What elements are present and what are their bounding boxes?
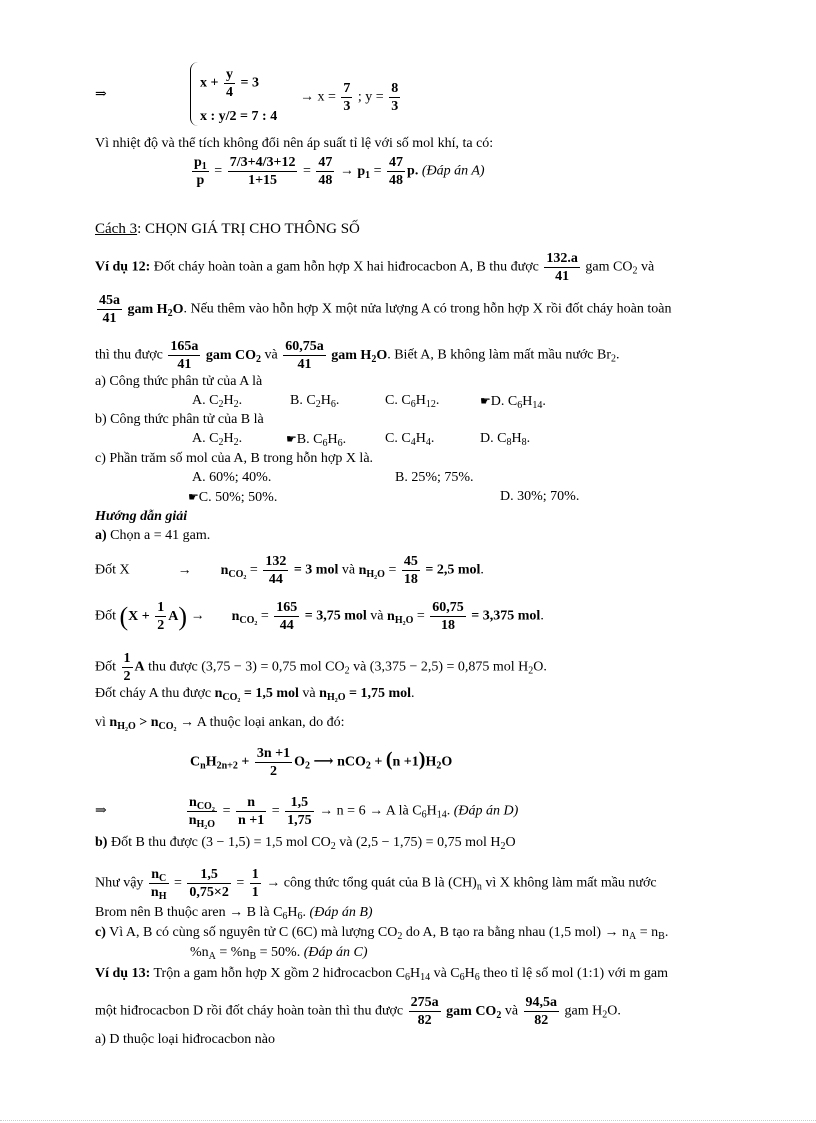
system-eq-2: x : y/2 = 7 : 4 xyxy=(200,109,278,124)
example-13-line-1: Ví dụ 13: Trộn a gam hỗn hợp X gồm 2 hiđrocacbon $C_6H_{14}$ và $C_6H_6$ theo tỉ lệ số mol (1:1) với m gam xyxy=(95,966,668,983)
burn-x-line: Đốt $X \to n_{CO_2}$ = $\frac{132}{44}$ = 3 mol và $n_{H_2O}$ = $\frac{45}{18}$ = 2,5 mol. xyxy=(95,554,484,587)
qa-option-a[interactable]: A. $C_2H_2$. xyxy=(192,393,243,410)
burn-b-line: b) Đốt B thu được (3 − 1,5) = 1,5 mol $CO_2$ và (2,5 − 1,75) = 0,75 mol $H_2O$ xyxy=(95,835,516,852)
qa-option-c[interactable]: C. $C_6H_{12}$. xyxy=(385,393,440,410)
pointing-hand-icon: ☛ xyxy=(480,394,491,408)
qa-option-d[interactable]: ☛D. $C_6H_{14}$. xyxy=(480,394,546,411)
example-13-line-2: một hiđrocacbon D rồi đốt cháy hoàn toàn thì thu được $\frac{275a}{82}$ gam $CO_2$ và $\frac{94,5a}{82}$ gam $H_2O$. xyxy=(95,995,621,1028)
qc-option-c[interactable]: ☛C. 50%; 50%. xyxy=(188,490,278,505)
ratio-line-a: ⇒ $\frac{n_{CO_2}}{n_{H_2O}}$ = $\frac{n}{n +1}$ = $\frac{1,5}{1,75}$ → n = 6 → A là $C_6H_{14}$. (Đáp án D) xyxy=(95,795,519,830)
qa-option-b[interactable]: B. $C_2H_6$. xyxy=(290,393,340,410)
burn-x-half-a-line: Đốt (X + $\frac{1}{2}$ $A) \to n_{CO_2}$ = $\frac{165}{44}$ = 3,75 mol và $n_{H_2O}$ = $\frac{60,75}{18}$ = 3,375 mol. xyxy=(95,600,544,633)
page-bottom-divider xyxy=(0,1120,816,1121)
implies-arrow: ⇒ xyxy=(95,87,107,102)
section-heading-cach3: Cách 3: CHỌN GIÁ TRỊ CHO THÔNG SỐ xyxy=(95,221,360,237)
combustion-equation: $C_nH_{2n+2}$ + $\frac{3n +1}{2}$ $O_2$ ⟶ $nCO_2 + (n +1)H_2O$ xyxy=(190,746,453,779)
qb-option-c[interactable]: C. $C_4H_4$. xyxy=(385,431,435,448)
pointing-hand-icon: ☛ xyxy=(188,490,199,504)
burn-a-line: Đốt cháy A thu được $n_{CO_2} = 1,5$ mol và $n_{H_2O} = 1,75$ mol. xyxy=(95,686,415,703)
solution-step-a: a) Chọn a = 41 gam. xyxy=(95,528,211,543)
paragraph-pressure: Vì nhiệt độ và thể tích không đổi nên áp suất tỉ lệ với số mol khí, ta có: xyxy=(95,136,494,151)
solution-heading: Hướng dẫn giải xyxy=(95,509,188,524)
qc-option-d[interactable]: D. 30%; 70%. xyxy=(500,489,580,504)
qc-option-a[interactable]: A. 60%; 40%. xyxy=(192,470,272,485)
system-result: → x = $\frac{7}{3}$ ; y = $\frac{8}{3}$ xyxy=(300,81,399,114)
burn-half-a-line: Đốt $\frac{1}{2}$ A thu được (3,75 − 3) = 0,75 mol $CO_2$ và (3,375 − 2,5) = 0,875 mol $H_2O$. xyxy=(95,651,547,684)
alkane-reason-line: vì $n_{H_2O} > n_{CO_2} \to A$ thuộc loại ankan, do đó: xyxy=(95,715,345,732)
qb-option-b[interactable]: ☛B. $C_6H_6$. xyxy=(286,432,347,449)
percent-line: $\%n_A = \%n_B = 50\%$. (Đáp án C) xyxy=(190,945,368,962)
example-12-line-3: thì thu được $\frac{165a}{41}$ gam $CO_2$ và $\frac{60,75a}{41}$ gam $H_2O$. Biết A, B không làm mất mầu nước $Br_2$. xyxy=(95,339,620,372)
pressure-equation: $\frac{p_1}{p}$ = $\frac{7/3+4/3+12}{1+15}$ = $\frac{47}{48}$ → $p_1$ = $\frac{47}{48}$ p. (Đáp án A) xyxy=(194,155,485,188)
question-c: c) Phần trăm số mol của A, B trong hỗn hợp X là. xyxy=(95,451,374,466)
example-13-question-a: a) D thuộc loại hiđrocacbon nào xyxy=(95,1032,275,1047)
example-12-line-1: Ví dụ 12: Đốt cháy hoàn toàn a gam hỗn hợp X hai hiđrocacbon A, B thu được $\frac{132.a}{41}$ gam $CO_2$ và xyxy=(95,251,655,284)
pointing-hand-icon: ☛ xyxy=(286,432,297,446)
example-12-line-2: $\frac{45a}{41}$ gam $H_2O$. Nếu thêm vào hỗn hợp X một nửa lượng A có trong hỗn hợp X rồi đốt cháy hoàn toàn xyxy=(99,293,672,326)
qb-option-d[interactable]: D. $C_8H_8$. xyxy=(480,431,531,448)
qb-option-a[interactable]: A. $C_2H_2$. xyxy=(192,431,243,448)
aren-line: Brom nên B thuộc aren → B là $C_6H_6$. (Đáp án B) xyxy=(95,905,373,922)
question-b: b) Công thức phân tử của B là xyxy=(95,412,264,427)
qc-option-b[interactable]: B. 25%; 75%. xyxy=(395,470,474,485)
question-a: a) Công thức phân tử của A là xyxy=(95,374,263,389)
step-c-line: c) Vì A, B có cùng số nguyên tử C (6C) mà lượng $CO_2$ do A, B tạo ra bằng nhau (1,5 $mol) \to n_A = n_B$. xyxy=(95,925,669,942)
system-eq-1: x + $\frac{y}{4}$ = 3 xyxy=(200,67,259,100)
solution-line-system xyxy=(95,86,107,104)
ratio-line-b: Như vậy $\frac{n_C}{n_H}$ = $\frac{1,5}{0,75\times 2}$ = $\frac{1}{1}$ → công thức tổng quát của B là $(CH)_n$ vì X không làm mất mầu nước xyxy=(95,867,657,902)
